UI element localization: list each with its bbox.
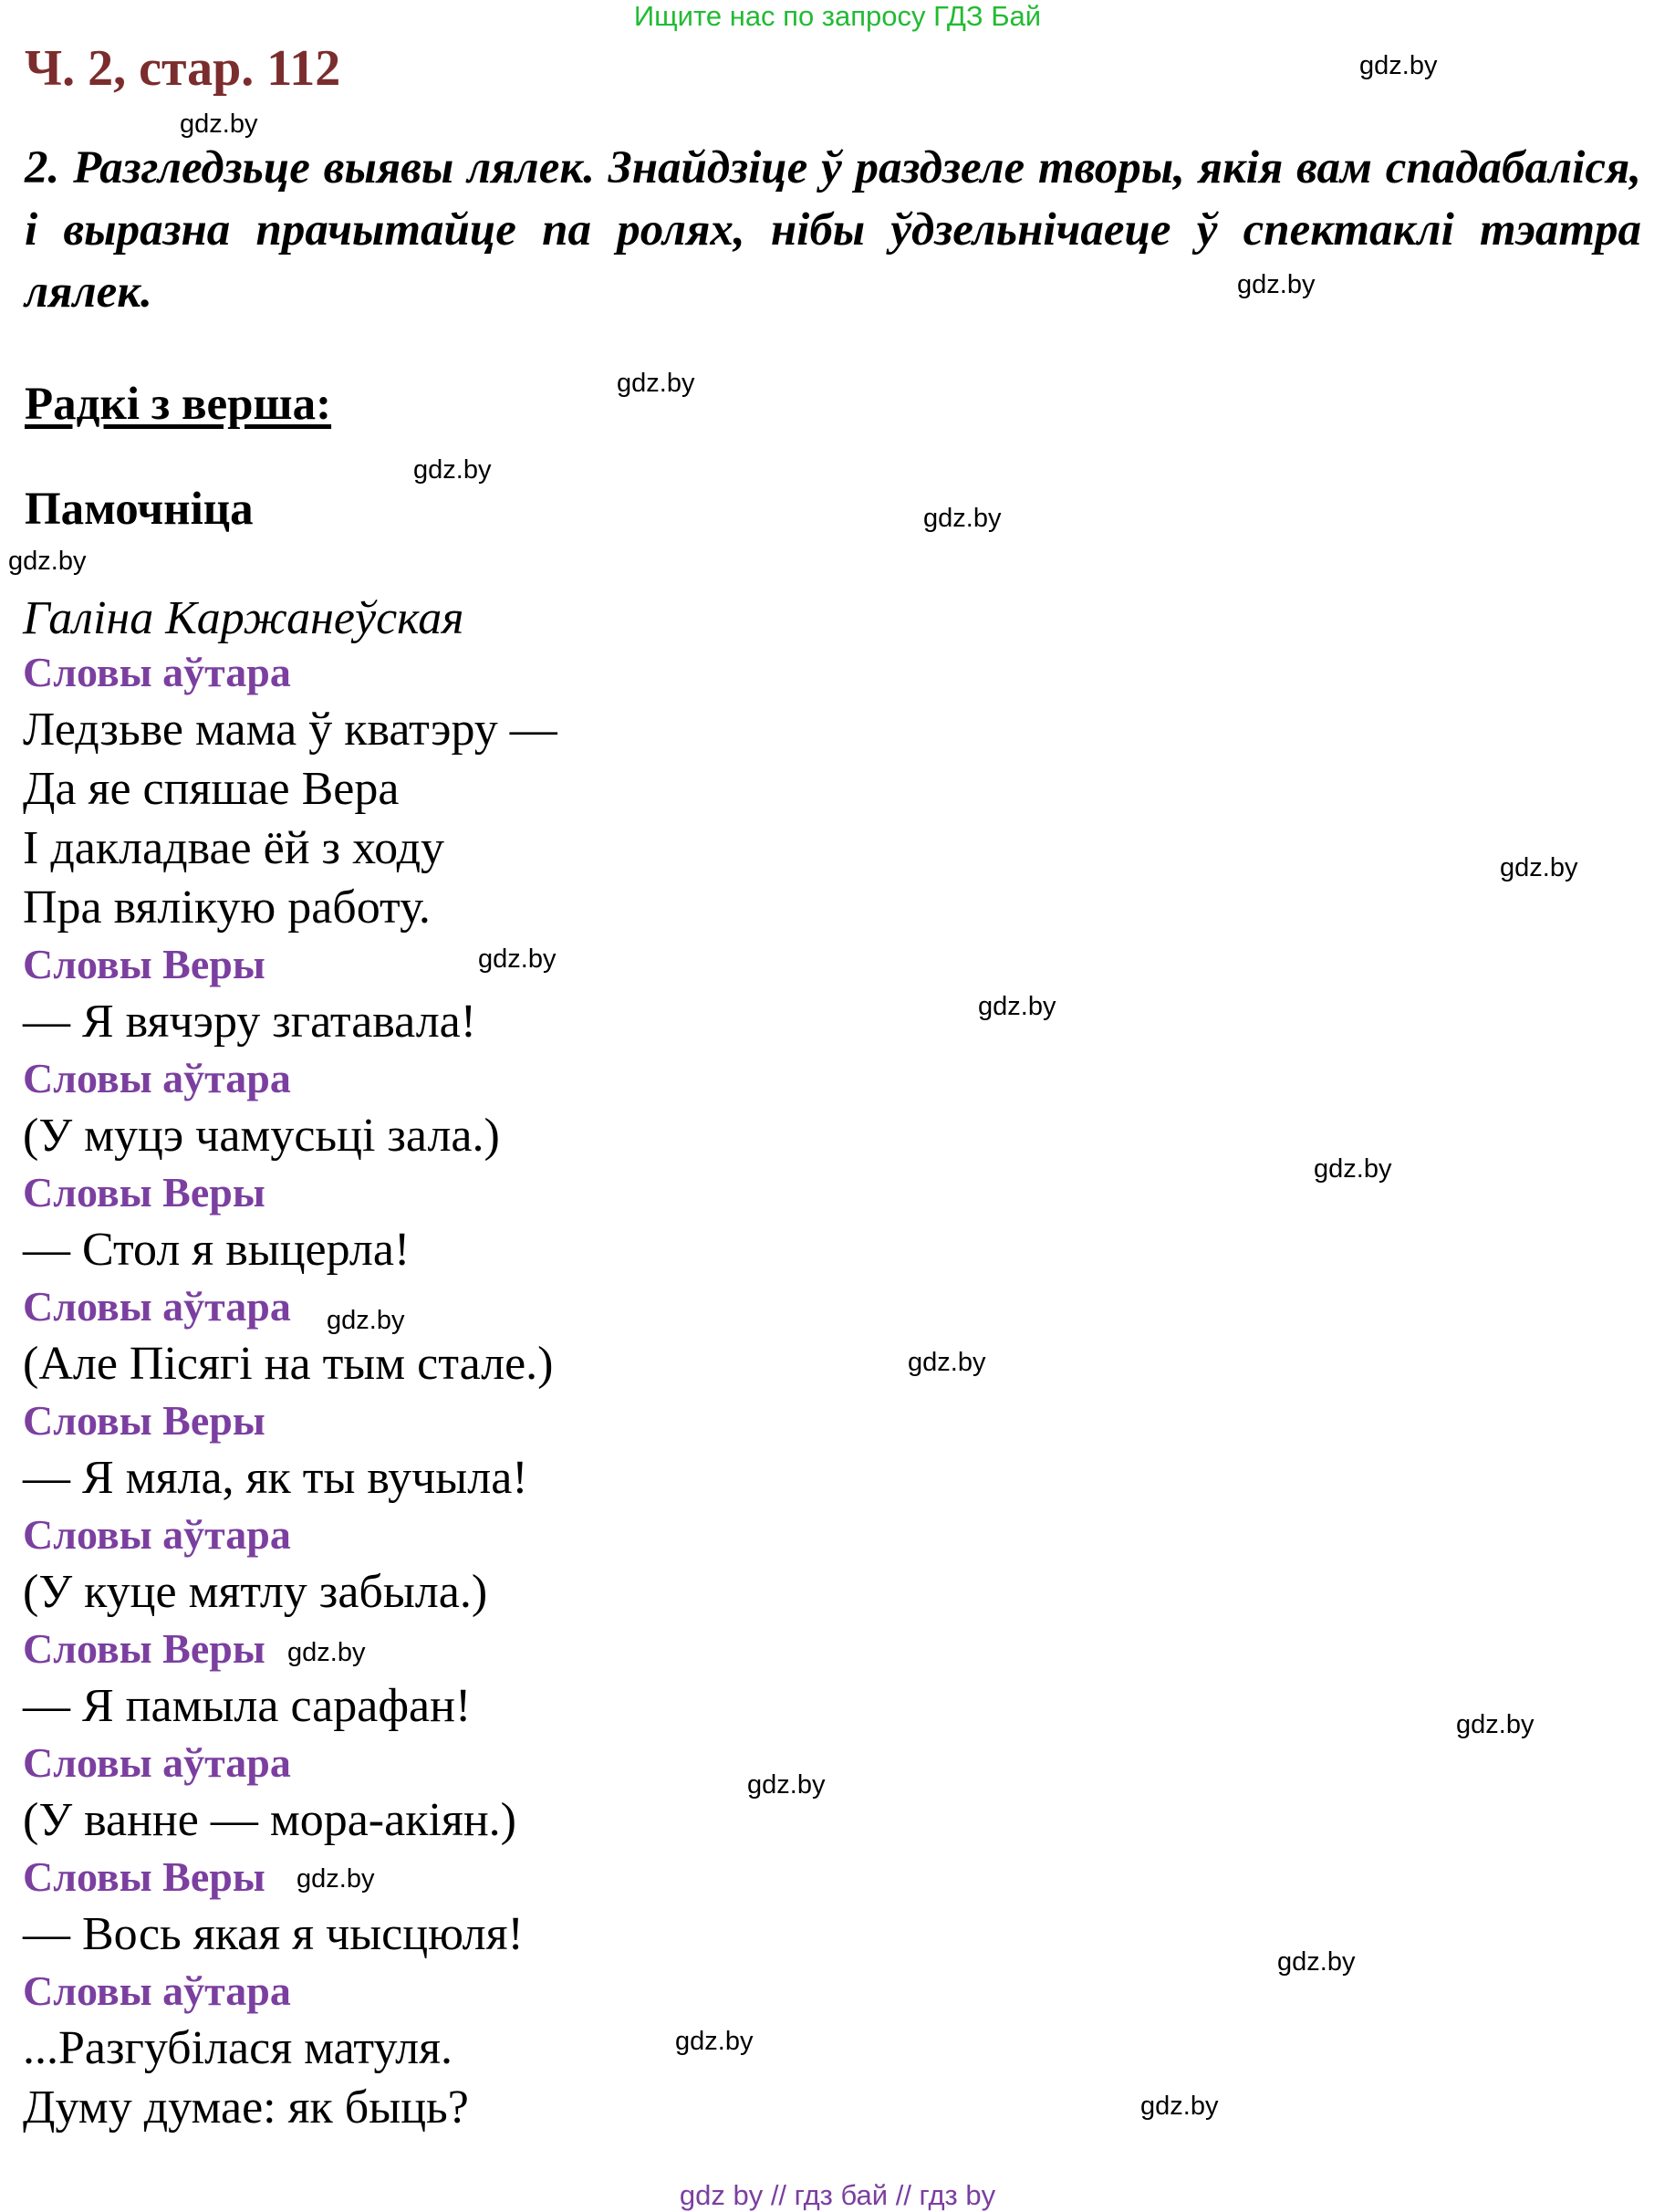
verse-line: — Я вячэру згатавала! (23, 996, 477, 1048)
watermark: gdz.by (413, 455, 492, 485)
verse-line: Пра вялікую работу. (23, 882, 431, 934)
footer: gdz by // гдз бай // гдз by (679, 2179, 996, 2211)
watermark: gdz.by (617, 369, 695, 398)
watermark: gdz.by (747, 1770, 826, 1800)
watermark: gdz.by (287, 1638, 366, 1667)
watermark: gdz.by (1456, 1710, 1535, 1739)
verse-line: (Але Пісягі на тым стале.) (23, 1338, 554, 1390)
speaker-label: Словы Веры (23, 1625, 265, 1672)
task-text: 2. Разгледзьце выявы лялек. Знайдзіце ў раздзеле творы, якія вам спадабаліся, і выразна прачытайце па ролях, нібы ўдзельнічаеце ў спектаклі тэатра лялек. (25, 142, 1641, 318)
speaker-label: Словы аўтара (23, 649, 291, 695)
watermark: gdz.by (923, 504, 1002, 533)
poem-lines (23, 645, 557, 2137)
watermark: gdz.by (327, 1306, 405, 1335)
speaker-label: Словы Веры (23, 1853, 265, 1900)
watermark: gdz.by (1277, 1947, 1356, 1977)
verse-line: (У ванне — мора-акіян.) (23, 1794, 516, 1846)
verse-line: (У куце мятлу забыла.) (23, 1566, 488, 1618)
verse-line: — Я памыла сарафан! (23, 1680, 472, 1732)
verse-line: Да яе спяшае Вера (23, 763, 400, 815)
top-banner: Ищите нас по запросу ГДЗ Бай (633, 0, 1042, 32)
section-title: Радкі з верша: (25, 379, 332, 430)
speaker-label: Словы аўтара (23, 1055, 291, 1101)
poem-title: Памочніца (25, 484, 254, 535)
speaker-label: Словы Веры (23, 1169, 265, 1216)
speaker-label: Словы аўтара (23, 1511, 291, 1558)
watermark: gdz.by (1140, 2092, 1219, 2121)
verse-line: (У муцэ чамусьці зала.) (23, 1110, 500, 1162)
watermark: gdz.by (908, 1348, 986, 1377)
watermark: gdz.by (978, 992, 1056, 1021)
verse-line: — Вось якая я чысцюля! (23, 1908, 524, 1960)
speaker-label: Словы аўтара (23, 1283, 291, 1330)
speaker-label: Словы Веры (23, 941, 265, 987)
verse-line: Думу думае: як быць? (23, 2082, 469, 2134)
watermark: gdz.by (1500, 853, 1578, 882)
verse-line: — Я мяла, як ты вучыла! (23, 1452, 528, 1504)
verse-line: І дакладвае ёй з ходу (23, 822, 445, 874)
watermark: gdz.by (478, 944, 557, 974)
watermark: gdz.by (1359, 51, 1438, 80)
speaker-label: Словы аўтара (23, 1739, 291, 1786)
verse-line: Ледзьве мама ў кватэру — (23, 704, 557, 756)
verse-line: — Стол я выцерла! (23, 1224, 411, 1276)
watermark: gdz.by (8, 547, 87, 576)
watermark: gdz.by (180, 110, 258, 139)
verse-line: ...Разгубілася матуля. (23, 2022, 453, 2074)
page-reference: Ч. 2, стар. 112 (25, 40, 341, 97)
speaker-label: Словы аўтара (23, 1967, 291, 2014)
watermark: gdz.by (1314, 1154, 1392, 1184)
watermark: gdz.by (1237, 270, 1316, 299)
poem-author: Галіна Каржанеўская (23, 592, 464, 644)
speaker-label: Словы Веры (23, 1397, 265, 1444)
watermark: gdz.by (297, 1864, 375, 1894)
watermark: gdz.by (675, 2027, 754, 2056)
